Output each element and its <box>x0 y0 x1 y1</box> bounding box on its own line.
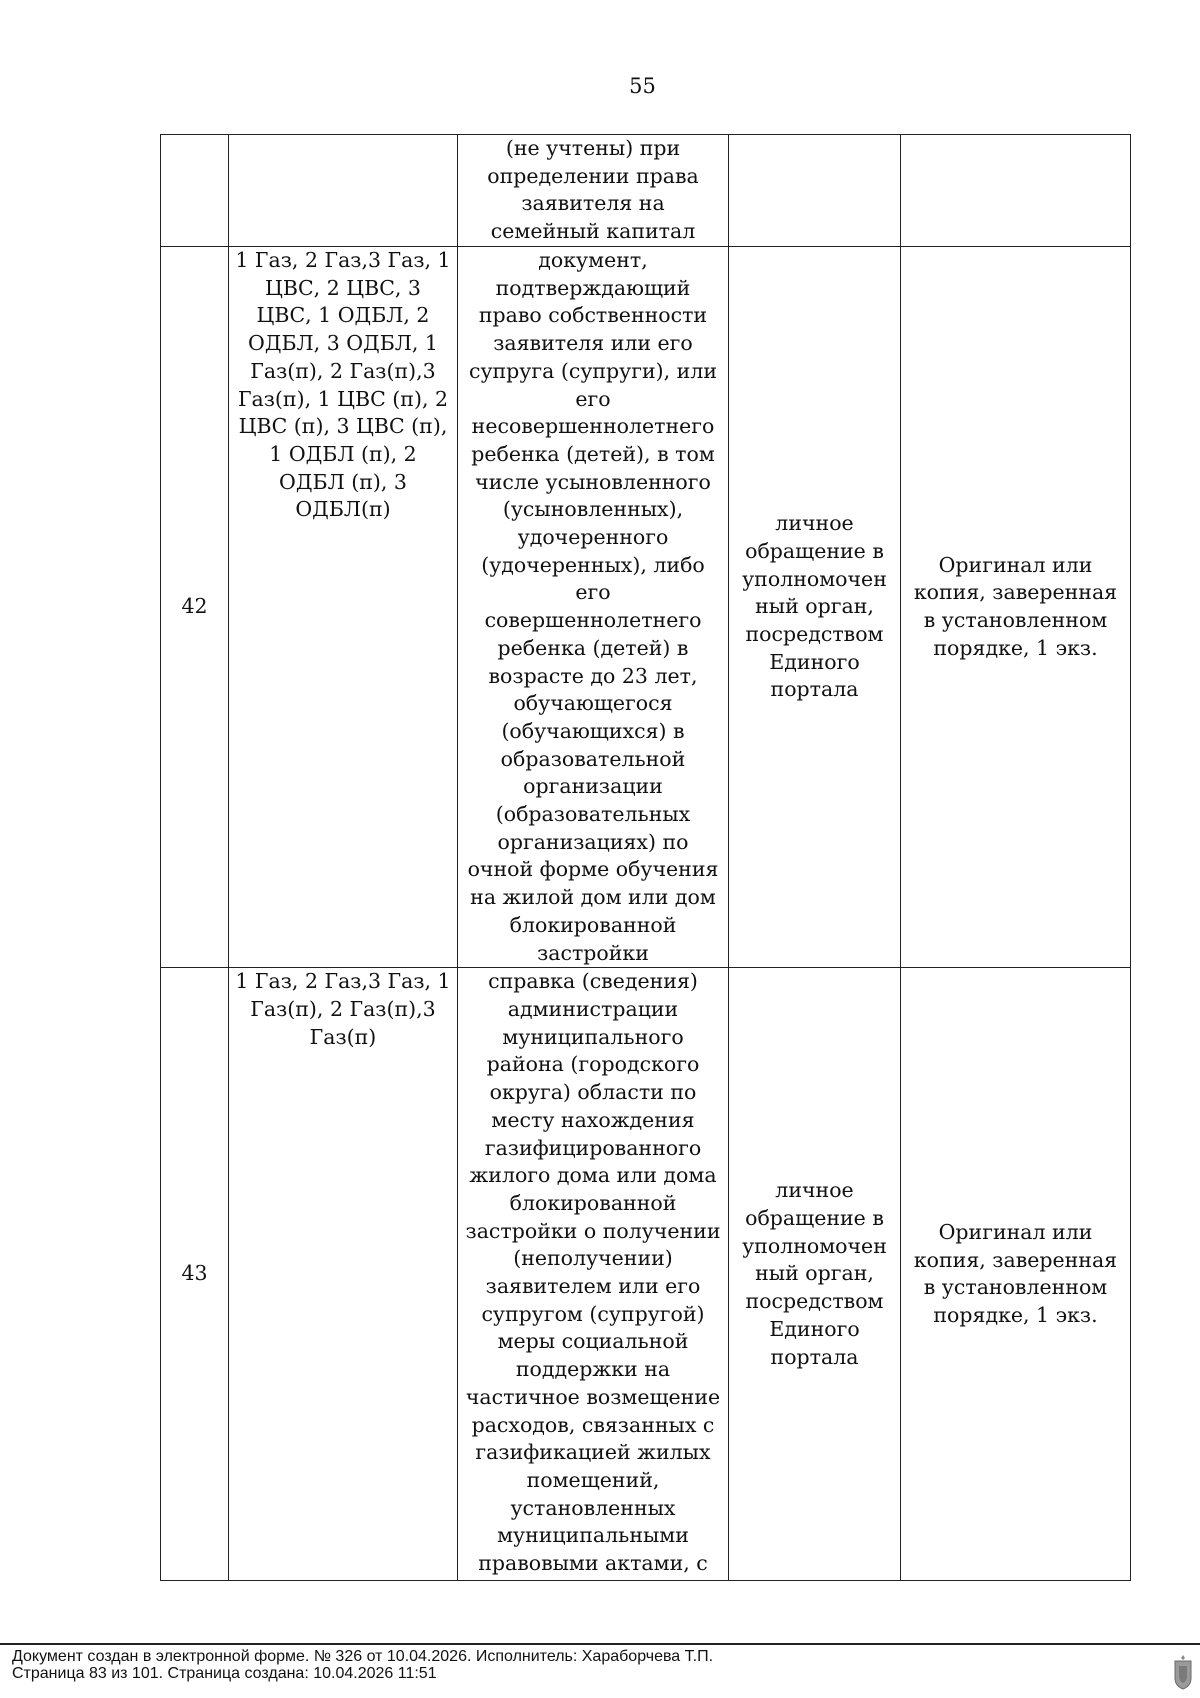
cell-method: личное обращение в уполномочен ный орган, посредством Единого портала <box>729 247 901 968</box>
cell-codes: 1 Газ, 2 Газ,3 Газ, 1 ЦВС, 2 ЦВС, 3 ЦВС, 1 ОДБЛ, 2 ОДБЛ, 3 ОДБЛ, 1 Газ(п), 2 Газ(п),3 Газ(п), 1 ЦВС (п), 2 ЦВС (п), 3 ЦВС (п), 1 ОДБЛ (п), 2 ОДБЛ (п), 3 ОДБЛ(п) <box>229 247 458 968</box>
documents-table <box>160 134 1131 1581</box>
cell-number: 43 <box>161 968 229 1581</box>
footer-line-document: Документ создан в электронной форме. № 326 от 10.04.2026. Исполнитель: Хараборчева Т.П. <box>12 1648 714 1665</box>
cell-method <box>729 135 901 247</box>
cell-form <box>901 135 1131 247</box>
cell-method: личное обращение в уполномочен ный орган, посредством Единого портала <box>729 968 901 1581</box>
cell-number: 42 <box>161 247 229 968</box>
cell-form: Оригинал или копия, заверенная в установленном порядке, 1 экз. <box>901 968 1131 1581</box>
footer-info <box>12 1648 713 1682</box>
cell-form: Оригинал или копия, заверенная в установленном порядке, 1 экз. <box>901 247 1131 968</box>
cell-document: справка (сведения) администрации муниципального района (городского округа) области по месту нахождения газифицированного жилого дома или дома блокированной застройки о получении (неполучении) заявителем или его супругом (супругой) меры социальной поддержки на частичное возмещение расходов, связанных с газификацией жилых помещений, установленных муниципальными правовыми актами, с <box>458 968 729 1581</box>
cell-document: (не учтены) при определении права заявителя на семейный капитал <box>458 135 729 247</box>
table-row-continuation <box>161 135 1131 247</box>
cell-number <box>161 135 229 247</box>
page-number: 55 <box>629 74 656 98</box>
footer-line-page: Страница 83 из 101. Страница создана: 10.04.2026 11:51 <box>12 1665 437 1682</box>
coat-of-arms-icon <box>1172 1654 1194 1690</box>
table-row <box>161 968 1131 1581</box>
footer-divider <box>0 1643 1200 1645</box>
cell-document: документ, подтверждающий право собственности заявителя или его супруга (супруги), или его несовершеннолетнего ребенка (детей), в том числе усыновленного (усыновленных), удочеренного (удочеренных), либо его совершеннолетнего ребенка (детей) в возрасте до 23 лет, обучающегося (обучающихся) в образовательной организации (образовательных организациях) по очной форме обучения на жилой дом или дом блокированной застройки <box>458 247 729 968</box>
table-row <box>161 247 1131 968</box>
cell-codes: 1 Газ, 2 Газ,3 Газ, 1 Газ(п), 2 Газ(п),3 Газ(п) <box>229 968 458 1581</box>
cell-codes <box>229 135 458 247</box>
